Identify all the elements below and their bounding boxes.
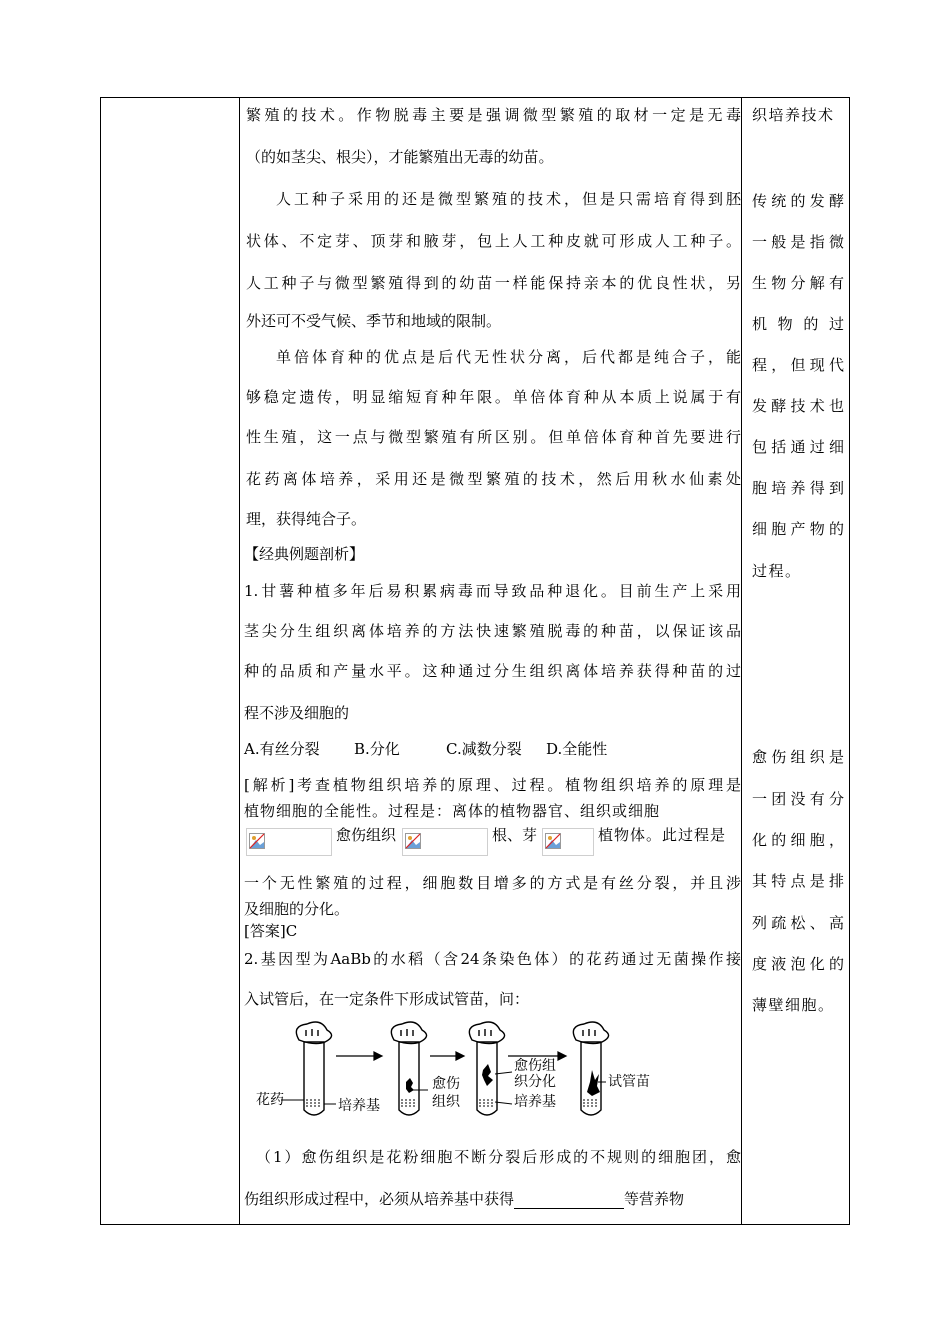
option-a: A.有丝分裂 xyxy=(244,740,320,758)
section-title: 【经典例题剖析】 xyxy=(244,545,365,563)
option-c: C.减数分裂 xyxy=(446,740,522,758)
question-1-line: 茎尖分生组织离体培养的方法快速繁殖脱毒的种苗，以保证该品 xyxy=(244,622,741,640)
text-line: 外还可不受气候、季节和地域的限制。 xyxy=(246,312,502,330)
note-line: 织培养技术 xyxy=(752,106,835,124)
label-medium-2: 培养基 xyxy=(514,1094,556,1110)
note-line: 薄壁细胞。 xyxy=(752,996,835,1014)
text-line: 繁殖的技术。作物脱毒主要是强调微型繁殖的取材一定是无毒 xyxy=(246,106,741,124)
answer-blank[interactable] xyxy=(514,1194,624,1209)
broken-image-icon xyxy=(405,833,421,849)
text-line: 够稳定遗传，明显缩短育种年限。单倍体育种从本质上说属于有 xyxy=(246,388,741,406)
question-1-line: 程不涉及细胞的 xyxy=(244,704,350,722)
note-line: 过程。 xyxy=(752,562,802,580)
text-line: 理，获得纯合子。 xyxy=(246,510,367,528)
label-callus-line1: 愈伤 xyxy=(432,1076,460,1092)
note-line: 愈伤组织是 xyxy=(752,748,846,766)
text-line: 花药离体培养，采用还是微型繁殖的技术，然后用秋水仙素处 xyxy=(246,470,741,488)
column-divider xyxy=(741,98,742,1224)
note-line: 包括通过细 xyxy=(752,438,846,456)
note-line: 机 物 的 过 xyxy=(752,315,846,333)
flow-text: 愈伤组织 xyxy=(336,826,397,844)
missing-image-arrow xyxy=(402,828,488,856)
text-line: （的如茎尖、根尖），才能繁殖出无毒的幼苗。 xyxy=(246,148,554,166)
column-divider xyxy=(239,98,240,1224)
analysis-line: 一个无性繁殖的过程，细胞数目增多的方式是有丝分裂，并且涉 xyxy=(244,874,741,892)
subquestion-text: 等营养物 xyxy=(624,1190,685,1208)
question-1-line: 1.甘薯种植多年后易积累病毒而导致品种退化。目前生产上采用 xyxy=(244,582,741,600)
note-line: 细胞产物的 xyxy=(752,520,846,538)
question-2-line: 2.基因型为AaBb的水稻（含24条染色体）的花药通过无菌操作接 xyxy=(244,950,741,968)
missing-image-arrow xyxy=(246,828,332,856)
note-line: 列疏松、高 xyxy=(752,914,846,932)
analysis-line: 及细胞的分化。 xyxy=(244,900,350,918)
note-line: 一团没有分 xyxy=(752,790,846,808)
text-line: 状体、不定芽、顶芽和腋芽，包上人工种皮就可形成人工种子。 xyxy=(246,232,741,250)
text-line: 单倍体育种的优点是后代无性状分离，后代都是纯合子，能 xyxy=(276,348,741,366)
subquestion-line xyxy=(244,1188,684,1209)
test-tube-figure xyxy=(246,1020,666,1120)
analysis-line: 植物细胞的全能性。过程是：离体的植物器官、组织或细胞 xyxy=(244,802,661,820)
option-b: B.分化 xyxy=(354,740,400,758)
subquestion-text: 伤组织形成过程中，必须从培养基中获得 xyxy=(244,1190,515,1208)
broken-image-icon xyxy=(545,833,561,849)
note-line: 化的细胞， xyxy=(752,831,846,849)
note-line: 传统的发酵 xyxy=(752,192,846,210)
flow-text: 根、芽 xyxy=(492,826,538,844)
label-differentiation-line1: 愈伤组 xyxy=(514,1058,556,1074)
missing-image-arrow xyxy=(542,828,594,856)
flow-text: 植物体。此过程是 xyxy=(598,826,727,844)
note-line: 程，但现代 xyxy=(752,356,846,374)
note-line: 其特点是排 xyxy=(752,872,846,890)
text-line: 人工种子采用的还是微型繁殖的技术，但是只需培育得到胚 xyxy=(276,190,741,208)
note-line: 发酵技术也 xyxy=(752,397,846,415)
label-seedling: 试管苗 xyxy=(608,1074,650,1090)
note-line: 一般是指微 xyxy=(752,233,846,251)
text-line: 人工种子与微型繁殖得到的幼苗一样能保持亲本的优良性状，另 xyxy=(246,274,741,292)
answer: [答案]C xyxy=(244,922,298,940)
broken-image-icon xyxy=(249,833,265,849)
label-callus-line2: 组织 xyxy=(432,1094,460,1110)
note-line: 胞培养得到 xyxy=(752,479,846,497)
label-anther: 花药 xyxy=(256,1092,284,1108)
label-medium: 培养基 xyxy=(338,1098,380,1114)
question-1-line: 种的品质和产量水平。这种通过分生组织离体培养获得种苗的过 xyxy=(244,662,741,680)
analysis-line: [解析]考查植物组织培养的原理、过程。植物组织培养的原理是 xyxy=(244,776,741,794)
content-table xyxy=(100,97,850,1225)
label-differentiation-line2: 织分化 xyxy=(514,1074,556,1090)
subquestion-line: （1）愈伤组织是花粉细胞不断分裂后形成的不规则的细胞团，愈 xyxy=(256,1148,741,1166)
note-line: 生物分解有 xyxy=(752,274,846,292)
note-line: 度液泡化的 xyxy=(752,955,846,973)
option-d: D.全能性 xyxy=(546,740,608,758)
question-2-line: 入试管后，在一定条件下形成试管苗，问： xyxy=(244,990,530,1008)
text-line: 性生殖，这一点与微型繁殖有所区别。但单倍体育种首先要进行 xyxy=(246,428,741,446)
